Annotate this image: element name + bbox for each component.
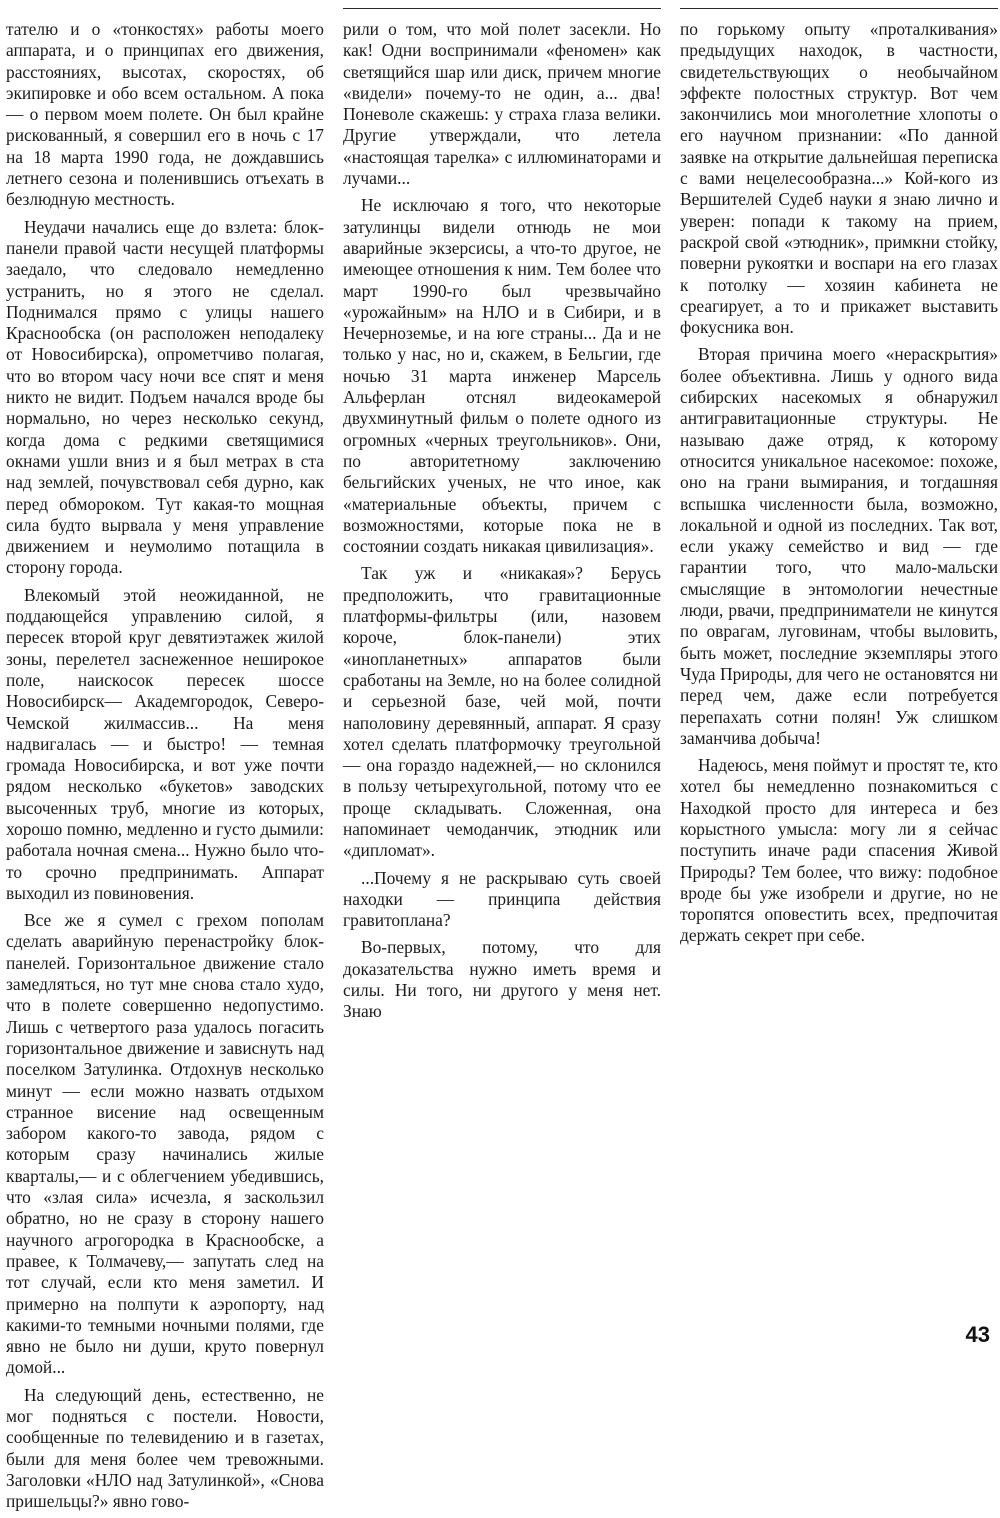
text-column-3: [680, 19, 998, 953]
paragraph: рили о том, что мой полет засекли. Но как! Одни воспринимали «феномен» как светящийся шар или диск, причем многие «видели» почему-то не один, а... два! Поневоле скажешь: у страха глаза велики. Другие утверждали, что летела «настоящая тарелка» с иллюминаторами и лучами...: [343, 19, 661, 189]
column-top-rule: [343, 8, 661, 9]
paragraph: по горькому опыту «проталкивания» предыдущих находок, в частности, свидетельствующих о необычайном эффекте полостных структур. Вот чем закончились мои многолетние хлопоты о его научном признании: «По данной заявке на открытие дальнейшая переписка с вами нецелесообразна...» Кой-кого из Вершителей Судеб науки я знаю лично и уверен: попади к такому на прием, раскрой свой «этюдник», примкни стойку, поверни рукоятки и воспари на его глазах к потолку — хозяин кабинета не среагирует, а то и прикажет выставить фокусника вон.: [680, 19, 998, 338]
paragraph: Во-первых, потому, что для доказательства нужно иметь время и силы. Ни того, ни другого у меня нет. Знаю: [343, 937, 661, 1022]
paragraph: ...Почему я не раскрываю суть своей находки — принципа действия гравитоплана?: [343, 867, 661, 931]
text-column-2: [343, 19, 661, 1029]
paragraph: Не исключаю я того, что некоторые затулинцы видели отнюдь не мои аварийные экзерсисы, а что-то другое, не имеющее отношения к ним. Тем более что март 1990-го был чрезвычайно «урожайным» на НЛО и в Сибири, и в Нечерноземье, и на юге страны... Да и не только у нас, но и, скажем, в Бельгии, где ночью 31 марта инженер Марсель Альферлан отснял видеокамерой двухминутный фильм о полете одного из огромных «черных треугольников». Они, по авторитетному заключению бельгийских ученых, не что иное, как «материальные объекты, причем с возможностями, которые пока не в состоянии создать никакая цивилизация».: [343, 195, 661, 557]
paragraph: Вторая причина моего «нераскрытия» более объективна. Лишь у одного вида сибирских насекомых я обнаружил антигравитационные структуры. Не называю даже отряд, к которому относится уникальное насекомое: похоже, оно на грани вымирания, и тогдашняя вспышка численности была, возможно, локальной и одной из последних. Так вот, если укажу семейство и вид — где гарантии того, что мало-мальски смыслящие в энтомологии нечестные люди, рвачи, предприниматели не кинутся по оврагам, луговинам, чтобы выловить, быть может, последние экземпляры этого Чуда Природы, для чего не остановятся ни перед чем, даже если потребуется перепахать сотни полян! Уж слишком заманчива добыча!: [680, 344, 998, 748]
paragraph: Все же я сумел с грехом пополам сделать аварийную перенастройку блок-панелей. Горизонтальное движение стало замедляться, но тут мне снова стало худо, что в полете совершенно недопустимо. Лишь с четвертого раза удалось погасить горизонтальное движение и зависнуть над поселком Затулинка. Отдохнув несколько минут — если можно назвать отдыхом странное висение над освещенным забором какого-то завода, рядом с которым сразу начинались жилые кварталы,— и с облегчением убедившись, что «злая сила» исчезла, я заскользил обратно, но не сразу в сторону нашего научного агрогородка в Краснообске, а правее, к Толмачеву,— запутать след на тот случай, если кто меня заметил. И примерно на полпути к аэропорту, над какими-то темными ночными полями, где явно не было ни души, круто повернул домой...: [6, 910, 324, 1378]
page-number: 43: [965, 1322, 990, 1347]
paragraph: тателю и о «тонкостях» работы моего аппарата, и о принципах его движения, расстояниях, высотах, скоростях, об экипировке и обо всем остальном. А пока — о первом моем полете. Он был крайне рискованный, я совершил его в ночь с 17 на 18 марта 1990 года, не дождавшись летнего сезона и поленившись отъехать в безлюдную местность.: [6, 19, 324, 210]
text-column-1: [6, 19, 324, 1518]
column-top-rule: [680, 8, 998, 9]
paragraph: Так уж и «никакая»? Берусь предположить, что гравитационные платформы-фильтры (или, назовем короче, блок-панели) этих «инопланетных» аппаратов были сработаны на Земле, но на более солидной и серьезной базе, чей мой, почти наполовину деревянный, аппарат. Я сразу хотел сделать платформочку треугольной — она гораздо надежней,— но склонился в пользу четырехугольной, потому что ее проще складывать. Сложенная, она напоминает чемоданчик, этюдник или «дипломат».: [343, 563, 661, 861]
paragraph: Влекомый этой неожиданной, не поддающейся управлению силой, я пересек второй круг девятиэтажек жилой зоны, перелетел заснеженное неширокое поле, наискосок пересек шоссе Новосибирск— Академгородок, Северо-Чемской жилмассив... На меня надвигалась — и быстро! — темная громада Новосибирска, и вот уже почти рядом несколько «букетов» заводских высоченных труб, многие из которых, хорошо помню, медленно и густо дымили: работала ночная смена... Нужно было что-то срочно предпринимать. Аппарат выходил из повиновения.: [6, 584, 324, 903]
paragraph: Надеюсь, меня поймут и простят те, кто хотел бы немедленно познакомиться с Находкой просто для интереса и без корыстного умысла: могу ли я сейчас поступить иначе ради спасения Живой Природы? Тем более, что вижу: подобное вроде бы уже изобрели и другие, но не торопятся оповестить всех, предпочитая держать секрет при себе.: [680, 755, 998, 946]
paragraph: Неудачи начались еще до взлета: блок-панели правой части несущей платформы заедало, что следовало немедленно устранить, но я этого не сделал. Поднимался прямо с улицы нашего Краснообска (он расположен неподалеку от Новосибирска), опрометчиво полагая, что во втором часу ночи все спят и меня никто не видит. Подъем начался вроде бы нормально, но через несколько секунд, когда дома с редкими светящимися окнами ушли вниз и я был метрах в ста над землей, почувствовал себя дурно, как перед обмороком. Тут какая-то мощная сила будто вырвала у меня управление движением и неумолимо потащила в сторону города.: [6, 216, 324, 578]
paragraph: На следующий день, естественно, не мог подняться с постели. Новости, сообщенные по телевидению и в газетах, были для меня более чем тревожными. Заголовки «НЛО над Затулинкой», «Снова пришельцы?» явно гово-: [6, 1384, 324, 1512]
